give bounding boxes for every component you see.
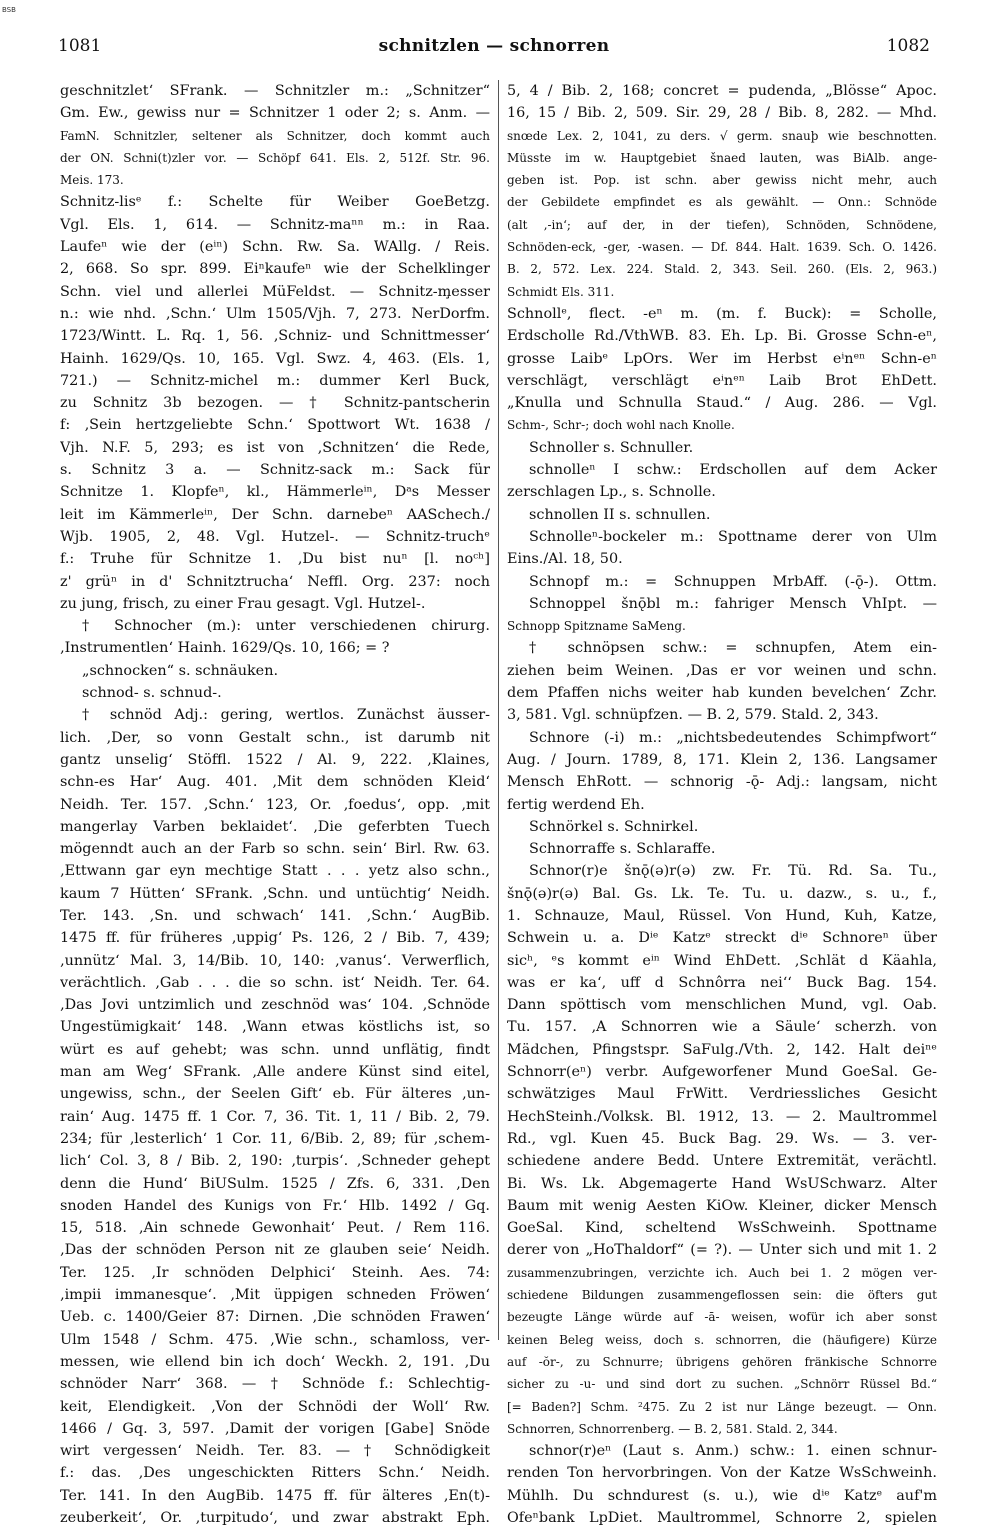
text-line: ‚Das Jovi untzimlich und zeschnöd was‘ 104. ‚Schnöde	[60, 997, 490, 1014]
text-line: schnod- s. schnud-.	[82, 685, 222, 702]
text-line: geben ist. Pop. ist schn. aber gewiss nicht mehr, auch	[507, 173, 937, 188]
text-line: † schnöd Adj.: gering, wertlos. Zunächst äusser-	[82, 707, 490, 724]
text-line: mangerlay Varben beklaidet‘. ‚Die geferbten Tuech	[60, 818, 490, 835]
text-line: rain‘ Aug. 1475 ff. 1 Cor. 7, 36. Tit. 1, 11 / Bib. 2, 79.	[60, 1108, 490, 1125]
page-number-right: 1082	[886, 36, 930, 56]
text-line: Schnopf m.: = Schnuppen MrbAff. (-ǭ-). Ottm.	[529, 573, 937, 590]
text-line: „schnocken“ s. schnäuken.	[82, 662, 279, 679]
text-line: kaum 7 Hütten‘ SFrank. ‚Schn. und untüchtig‘ Neidh.	[60, 885, 490, 902]
text-line: Schmidt Els. 311.	[507, 284, 615, 299]
text-line: snoden Handel des Kunigs von Fr.‘ Hlb. 1492 / Gq.	[60, 1197, 490, 1214]
text-line: snœde Lex. 2, 1041, zu ders. √ germ. snauþ wie beschnotten.	[507, 128, 937, 143]
text-line: ungewiss, schn., der Seelen Gift‘ eb. Für älteres ‚un-	[60, 1086, 490, 1103]
text-line: würt es auf gehebt; was schn. unnd unflätig, findt	[60, 1041, 490, 1058]
text-line: Ter. 125. ‚Ir schnöden Delphici‘ Steinh. Aes. 74:	[60, 1264, 490, 1281]
text-line: was er ka‘, uff d Schnôrra nei‘‘ Buck Bag. 154.	[507, 974, 937, 991]
text-line: geschnitzlet‘ SFrank. — Schnitzler m.: „Schnitzer“	[60, 83, 490, 99]
text-line: (alt ‚-in‘; auf der, in der tiefen), Schnöden, Schnödene,	[507, 217, 937, 232]
page-number-left: 1081	[58, 36, 102, 56]
text-line: Ofeⁿbank LpDiet. Maultrommel, Schnorre 2, spielen	[507, 1510, 937, 1526]
text-line: 1475 ff. für früheres ‚uppig‘ Ps. 126, 2 / Bib. 7, 439;	[60, 930, 490, 947]
text-line: Ueb. c. 1400/Geier 87: Dirnen. ‚Die schnöden Frawen‘	[60, 1309, 490, 1326]
column-divider	[498, 80, 499, 1340]
text-line: Hainh. 1629/Qs. 10, 165. Vgl. Swz. 4, 463. (Els. 1,	[60, 350, 490, 367]
text-line: Schnor(r)e šnǭ(ə)r(ə) zw. Fr. Tü. Rd. Sa. Tu.,	[529, 863, 937, 880]
text-line: lich. ‚Der, so vonn Gestalt schn., ist darumb nit	[60, 729, 490, 746]
text-line: zu Schnitz 3b bezogen. — † Schnitz-pantscherin	[60, 395, 490, 412]
text-line: Laufeⁿ wie der (eⁱⁿ) Schn. Rw. Sa. WAllg. / Reis.	[60, 239, 490, 256]
text-line: Mädchen, Pfingstspr. SaFulg./Vth. 2, 142. Halt deiⁿᵉ	[507, 1041, 937, 1058]
text-line: Ter. 141. In den AugBib. 1475 ff. für älteres ‚En(t)-	[60, 1487, 490, 1504]
text-line: zu jung, frisch, zu einer Frau gesagt. Vgl. Hutzel-.	[60, 595, 426, 612]
text-line: Tu. 157. ‚A Schnorren wie a Säule‘ scherzh. von	[507, 1019, 937, 1036]
text-line: 721.) — Schnitz-michel m.: dummer Kerl Buck,	[60, 372, 490, 389]
text-line: Müsste im w. Hauptgebiet šnaed lauten, was BiAlb. ange-	[507, 150, 937, 165]
text-line: zerschlagen Lp., s. Schnolle.	[507, 484, 716, 501]
text-line: Ulm 1548 / Schm. 475. ‚Wie schn., schamloss, ver-	[60, 1331, 490, 1348]
text-line: lich‘ Col. 3, 8 / Bib. 2, 190: ‚turpis‘. ‚Schneder gehept	[60, 1153, 490, 1170]
text-line: fertig werdend Eh.	[507, 796, 645, 813]
text-line: schnollen II s. schnullen.	[529, 506, 711, 523]
text-line: 1723/Wintt. L. Rq. 1, 56. ‚Schniz- und Schnittmesser‘	[60, 328, 490, 345]
text-line: f.: Truhe für Schnitze 1. ‚Du bist nuⁿ [l. noᶜʰ]	[60, 551, 490, 568]
text-line: Schnollᵉ, flect. -eⁿ m. (m. f. Buck): = Scholle,	[507, 305, 937, 322]
text-line: derer von „HoThaldorf“ (= ?). — Unter sich und mit 1. 2	[507, 1242, 937, 1259]
left-column	[60, 80, 490, 1529]
text-line: schn-es Har‘ Aug. 401. ‚Mit dem schnöden Kleid‘	[60, 774, 490, 791]
text-line: Schnore (-i) m.: „nichtsbedeutendes Schimpfwort“	[529, 729, 937, 746]
text-line: Schnorr(eⁿ) verbr. Aufgeworfener Mund GoeSal. Ge-	[507, 1064, 937, 1081]
text-line: Schnöden-eck, -ger, -wasen. — Df. 844. Halt. 1639. Sch. O. 1426.	[507, 240, 937, 255]
text-line: renden Ton hervorbringen. Von der Katze WsSchweinh.	[507, 1465, 937, 1482]
text-line: leit im Kämmerleⁱⁿ, Der Schn. darnebeⁿ AASchech./	[60, 506, 490, 523]
text-line: der Gebildete empfindet es als gewählt. — Onn.: Schnöde	[507, 195, 937, 210]
text-line: keinen Beleg weiss, doch s. schnorren, die (häufigere) Kürze	[507, 1332, 937, 1347]
text-line: GoeSal. Kind, scheltend WsSchweinh. Spottname	[507, 1220, 937, 1237]
text-line: Vgl. Els. 1, 614. — Schnitz-maⁿⁿ m.: in Raa.	[60, 216, 490, 233]
text-line: f: ‚Sein hertzgeliebte Schn.‘ Spottwort Wt. 1638 /	[60, 417, 490, 434]
text-line: grosse Laibᵉ LpOrs. Wer im Herbst eⁱnᵉⁿ Schn-eⁿ	[507, 350, 937, 367]
text-line: ‚Instrumentlen‘ Hainh. 1629/Qs. 10, 166; = ?	[60, 640, 390, 657]
text-line: zusammenzubringen, verzichte ich. Auch bei 1. 2 mögen ver-	[507, 1265, 937, 1280]
text-line: 1466 / Gq. 3, 597. ‚Damit der vorigen [Gabe] Snöde	[60, 1420, 490, 1437]
text-line: Erdscholle Rd./VthWB. 83. Eh. Lp. Bi. Grosse Schn-eⁿ,	[507, 328, 937, 345]
text-line: der ON. Schni(t)zler vor. — Schöpf 641. Els. 2, 512f. Str. 96.	[60, 150, 490, 165]
text-line: schiedene andere Bedd. Untere Extremität, verächtl.	[507, 1153, 937, 1170]
text-line: Schnorraffe s. Schlaraffe.	[529, 841, 716, 858]
text-line: keit, Elendigkeit. ‚Von der Schnödi der Woll‘ Rw.	[60, 1398, 490, 1415]
text-line: Schnoller s. Schnuller.	[529, 439, 694, 456]
text-line: Eins./Al. 18, 50.	[507, 551, 623, 568]
text-line: sicher zu -u- und sind dort zu suchen. „Schnörr Rüssel Bd.“	[507, 1377, 937, 1392]
text-line: z' grüⁿ in d' Schnitztrucha‘ Neffl. Org. 237: noch	[60, 573, 490, 590]
library-stamp: BSB	[2, 6, 16, 14]
running-title: schnitzlen — schnorren	[378, 36, 610, 56]
text-line: Mühlh. Du schndurest (s. u.), wie dⁱᵉ Katzᵉ auf'm	[507, 1487, 937, 1504]
text-line: schwätziges Maul FrWitt. Verdriessliches Gesicht	[507, 1086, 937, 1103]
text-line: Schn. viel und allerlei MüFeldst. — Schnitz-m̧esser	[60, 283, 490, 300]
text-line: ‚unnütz‘ Mal. 3, 14/Bib. 10, 140: ‚vanus‘. Verwerflich,	[60, 952, 490, 969]
text-line: 16, 15 / Bib. 2, 509. Sir. 29, 28 / Bib. 8, 282. — Mhd.	[507, 105, 937, 122]
text-line: Gm. Ew., gewiss nur = Schnitzer 1 oder 2; s. Anm. —	[60, 105, 490, 122]
text-line: s. Schnitz 3 a. — Schnitz-sack m.: Sack für	[60, 462, 490, 479]
text-line: Schnitz-lisᵉ f.: Schelte für Weiber GoeBetzg.	[60, 194, 490, 211]
text-line: schnor(r)eⁿ (Laut s. Anm.) schw.: 1. einen schnur-	[529, 1443, 937, 1460]
text-line: Meis. 173.	[60, 173, 124, 188]
text-line: wirt vergessen‘ Neidh. Ter. 83. — † Schnödigkeit	[60, 1443, 490, 1460]
text-line: verächtlich. ‚Gab . . . die so schn. ist‘ Neidh. Ter. 64.	[60, 974, 490, 991]
text-line: šnǭ(ə)r(ə) Bal. Gs. Lk. Te. Tu. u. dazw., s. u., f.,	[507, 885, 937, 902]
page-header	[58, 36, 930, 60]
text-line: FamN. Schnitzler, seltener als Schnitzer, doch kommt auch	[60, 128, 490, 143]
text-line: „Knulla und Schnulla Staud.“ / Aug. 286. — Vgl.	[507, 395, 937, 412]
text-line: Schnorren, Schnorrenberg. — B. 2, 581. Stald. 2, 344.	[507, 1421, 838, 1436]
text-line: 5, 4 / Bib. 2, 168; concret = pudenda, „Blösse“ Apoc.	[507, 83, 937, 99]
text-line: Schnitze 1. Klopfeⁿ, kl., Hämmerleⁱⁿ, Dᵃs Messer	[60, 484, 490, 501]
text-line: Schm-, Schr-; doch wohl nach Knolle.	[507, 418, 735, 433]
text-line: man am Weg‘ SFrank. ‚Alle andere Künst sind eitel,	[60, 1064, 490, 1081]
text-line: Schwein u. a. Dⁱᵉ Katzᵉ streckt dⁱᵉ Schnoreⁿ über	[507, 930, 937, 947]
text-line: zeuberkeit‘, Or. ‚turpitudo‘, und zwar abstrakt Eph.	[60, 1510, 490, 1526]
text-line: Schnoppel šnǭbl m.: fahriger Mensch VhIpt. —	[529, 595, 937, 612]
text-line: mögenndt auch an der Farb so schn. sein‘ Birl. Rw. 63.	[60, 841, 490, 858]
text-line: Ungestümigkait‘ 148. ‚Wann etwas köstlichs ist, so	[60, 1019, 490, 1036]
text-line: ‚Das der schnöden Person nit ze glauben seie‘ Neidh.	[60, 1242, 490, 1259]
text-line: bezeugte Länge würde auf -ā- weisen, wofür ich aber sonst	[507, 1310, 937, 1325]
text-line: 3, 581. Vgl. schnüpfzen. — B. 2, 579. Stald. 2, 343.	[507, 707, 879, 724]
text-line: Schnörkel s. Schnirkel.	[529, 818, 699, 835]
right-column	[507, 80, 937, 1529]
text-line: gantz unselig‘ Stöffl. 1522 / Al. 9, 222. ‚Klaines,	[60, 751, 490, 768]
text-line: Dann spöttisch vom menschlichen Mund, vgl. Oab.	[507, 997, 937, 1014]
text-line: HechSteinh./Volksk. Bl. 1912, 13. — 2. Maultrommel	[507, 1108, 937, 1125]
text-line: denn die Hund‘ BiUSulm. 1525 / Zfs. 6, 331. ‚Den	[60, 1175, 490, 1192]
text-line: Rd., vgl. Kuen 45. Buck Bag. 29. Ws. — 3. ver-	[507, 1130, 937, 1147]
text-line: ‚Ettwann gar eyn mechtige Statt . . . yetz also schn.,	[60, 863, 490, 880]
text-line: sicʰ, ᵉs kommt eⁱⁿ Wind EhDett. ‚Schlät d Käahla,	[507, 952, 937, 969]
text-line: 234; für ‚lesterlich‘ 1 Cor. 11, 6/Bib. 2, 89; für ‚schem-	[60, 1130, 490, 1147]
text-line: ‚impii immanesque‘. ‚Mit üppigen schneden Fröwen‘	[60, 1287, 490, 1304]
text-line: auf -ŏr-, zu Schnurre; übrigens gehören fränkische Schnorre	[507, 1354, 937, 1369]
text-line: B. 2, 572. Lex. 224. Stald. 2, 343. Seil. 260. (Els. 2, 963.)	[507, 262, 937, 277]
text-line: 15, 518. ‚Ain schnede Gewonhait‘ Peut. / Rem 116.	[60, 1220, 490, 1237]
text-line: Wjb. 1905, 2, 48. Vgl. Hutzel-. — Schnitz-truchᵉ	[60, 528, 490, 545]
text-line: Schnolleⁿ-bockeler m.: Spottname derer von Ulm	[529, 528, 937, 545]
text-line: ziehen beim Weinen. ‚Das er vor weinen und schn.	[507, 662, 937, 679]
text-line: 1. Schnauze, Maul, Rüssel. Von Hund, Kuh, Katze,	[507, 907, 937, 924]
text-line: Schnopp Spitzname SaMeng.	[507, 619, 686, 634]
text-line: Vjh. N.F. 5, 293; es ist von ‚Schnitzen‘ die Rede,	[60, 439, 490, 456]
text-line: Aug. / Journ. 1789, 8, 171. Klein 2, 136. Langsamer	[507, 751, 937, 768]
text-line: Mensch EhRott. — schnorig -ǭ- Adj.: langsam, nicht	[507, 774, 937, 791]
text-line: Ter. 143. ‚Sn. und schwach‘ 141. ‚Schn.‘ AugBib.	[60, 907, 490, 924]
text-line: Neidh. Ter. 157. ‚Schn.‘ 123, Or. ‚foedus‘, opp. ‚mit	[60, 796, 490, 813]
text-line: Baum mit wenig Aesten KiOw. Kleiner, dicker Mensch	[507, 1197, 937, 1214]
text-line: † schnöpsen schw.: = schnupfen, Atem ein-	[529, 640, 937, 657]
text-line: dem Pfaffen nichs weiter hab kunden bevelchen‘ Zchr.	[507, 685, 937, 702]
text-line: schnöder Narr‘ 368. — † Schnöde f.: Schlechtig-	[60, 1376, 490, 1393]
text-line: † Schnocher (m.): unter verschiedenen chirurg.	[82, 618, 490, 635]
text-line: Bi. Ws. Lk. Abgemagerte Hand WsUSchwarz. Alter	[507, 1175, 937, 1192]
text-line: schiedene Bildungen zusammengeflossen sein: die öfters gut	[507, 1288, 937, 1303]
text-line: f.: das. ‚Des ungeschickten Ritters Schn.‘ Neidh.	[60, 1465, 490, 1482]
text-line: n.: wie nhd. ‚Schn.‘ Ulm 1505/Vjh. 7, 273. NerDorfm.	[60, 305, 490, 322]
text-line: schnolleⁿ I schw.: Erdschollen auf dem Acker	[529, 462, 937, 479]
text-line: messen, wie ellend bin ich doch‘ Weckh. 2, 191. ‚Du	[60, 1353, 490, 1370]
text-line: 2, 668. So spr. 899. Eiⁿkaufeⁿ wie der Schelklinger	[60, 261, 490, 278]
text-line: verschlägt, verschlägt eⁱnᵉⁿ Laib Brot EhDett.	[507, 372, 937, 389]
text-line: [= Baden?] Schm. ²475. Zu 2 ist nur Länge bezeugt. — Onn.	[507, 1399, 937, 1414]
